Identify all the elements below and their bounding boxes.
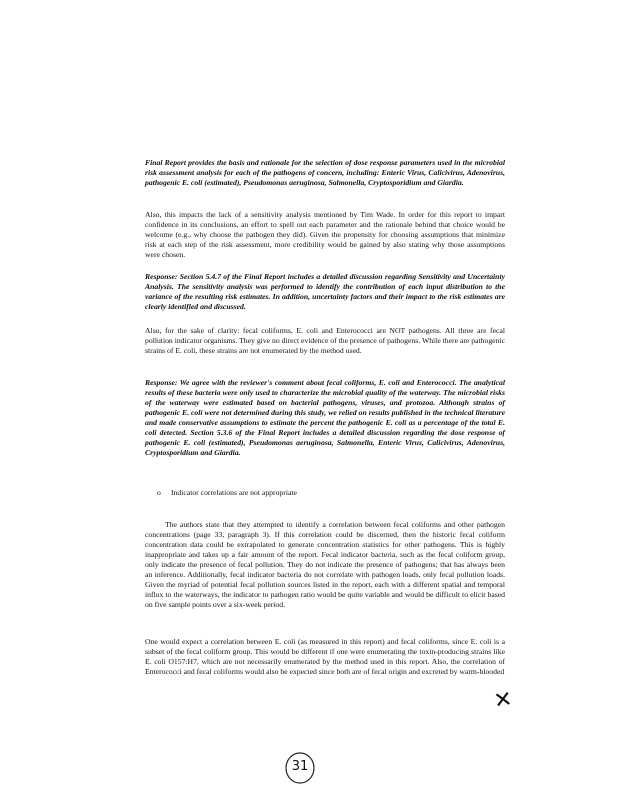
page-number [283, 750, 317, 786]
handwritten-x-mark: ✕ [492, 686, 515, 715]
page-number-text: 31 [291, 759, 309, 774]
paragraph-response-sensitivity: Response: Section 5.4.7 of the Final Report includes a detailed discussion regarding Sensitivity and Uncertainty Analysis. The sensitivity analysis was performed to identify the contribution of each input distribution to the variance of the resulting risk estimates. In addition, uncertainty factors and their impact to the risk estimates are clearly identified and discussed. [145, 272, 505, 311]
paragraph-ecoli-correlation: One would expect a correlation between E. coli (as measured in this report) and fecal coliforms, since E. coli is a subset of the fecal coliform group. This would be different if one were enumerating the toxin-producing strains like E. coli O157:H7, which are not necessarily enumerated by the method used in this report. Also, the correlation of Enterococci and fecal coliforms would also be expected since both are of fecal origin and excreted by warm-blooded [145, 637, 505, 676]
paragraph-sensitivity-comment: Also, this impacts the lack of a sensitivity analysis mentioned by Tim Wade. In order for this report to impart confidence in its conclusions, an effort to spell out each parameter and the rationale behind that choice would be welcome (e.g., why choose the pathogen they did). Given the propensity for choosing assumptions that minimize risk at each step of the risk assessment, more credibility would be gained by also stating why those assumptions were chosen. [145, 210, 505, 259]
bullet-item [157, 488, 497, 498]
paragraph-response-indicators: Response: We agree with the reviewer's comment about fecal coliforms, E. coli and Enterococci. The analytical results of these bacteria were only used to characterize the microbial quality of the waterway. The microbial risks of the waterway were estimated based on bacterial pathogens, viruses, and protozoa. Although strains of pathogenic E. coli were not determined during this study, we relied on results published in the technical literature and made conservative assumptions to estimate the percent the pathogenic E. coli as a percentage of the total E. coli detected. Section 5.3.6 of the Final Report includes a detailed discussion regarding the dose response of pathogenic E. coli (estimated), Pseudomonas aeruginosa, Salmonella, Enteric Virus, Calicivirus, Adenovirus, Cryptosporidium and Giardia. [145, 378, 505, 457]
bullet-text: Indicator correlations are not appropriate [171, 488, 297, 497]
paragraph-dose-response-basis: Final Report provides the basis and rationale for the selection of dose response parameters used in the microbial risk assessment analysis for each of the pathogens of concern, including: Enteric Virus, Calicivirus, Adenovirus, pathogenic E. coli (estimated), Pseudomonas aeruginosa, Salmonella, Cryptosporidium and Giardia. [145, 158, 505, 187]
paragraph-correlation-comment: The authors state that they attempted to identify a correlation between fecal coliforms and other pathogen concentrations (page 33, paragraph 3). If this correlation could be discerned, then the historic fecal coliform concentration data could be extrapolated to generate concentration statistics for other pathogens. This is highly inappropriate and takes up a fair amount of the report. Fecal indicator bacteria, such as the fecal coliform group, only indicate the presence of fecal pollution. They do not indicate the presence of pathogens; that has always been an inference. Additionally, fecal indicator bacteria do not correlate with pathogen loads, only fecal pollution loads. Given the myriad of potential fecal pollution sources listed in the report, each with a different spatial and temporal influx to the waterways, the indicator to pathogen ratio would be quite variable and would be difficult to elicit based on five sample points over a six-week period. [145, 520, 505, 609]
paragraph-clarity-comment: Also, for the sake of clarity: fecal coliforms, E. coli and Enterococci are NOT pathogens. All three are fecal pollution indicator organisms. They give no direct evidence of the presence of pathogens. While there are pathogenic strains of E. coli, these strains are not enumerated by the method used. [145, 326, 505, 355]
bullet-symbol: o [157, 488, 161, 497]
